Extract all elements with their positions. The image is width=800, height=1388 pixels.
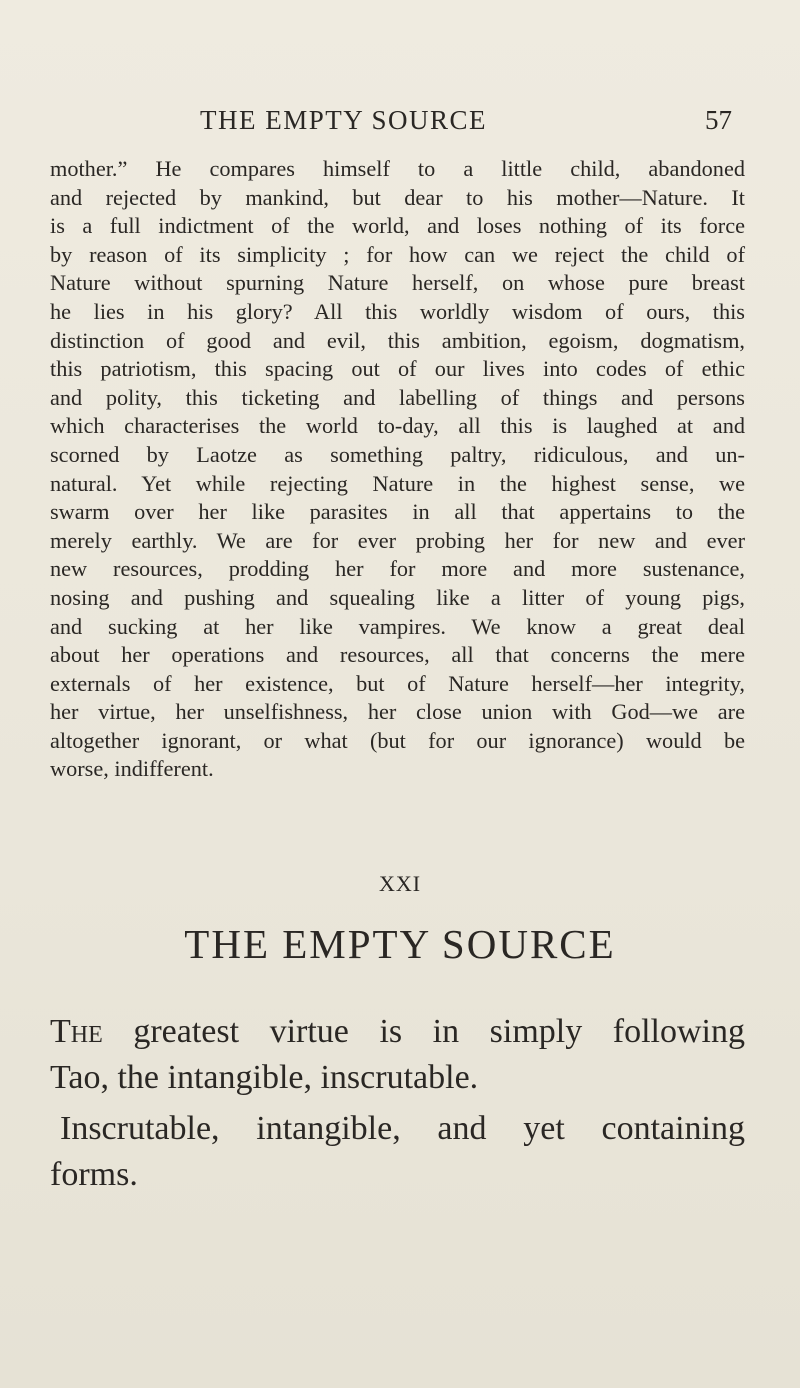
text-line: which characterises the world to-day, all this is laughed at and — [50, 413, 745, 439]
running-head — [0, 101, 800, 141]
verse-line: Inscrutable, intangible, and yet containing — [60, 1110, 745, 1147]
verse-line — [50, 1009, 745, 1055]
text-line: her virtue, her unselfishness, her close union with God—we are — [50, 699, 745, 725]
text-line: and sucking at her like vampires. We know a great deal — [50, 613, 745, 639]
chapter-title: THE EMPTY SOURCE — [184, 921, 616, 967]
text-line: and polity, this ticketing and labelling of things and persons — [50, 384, 745, 410]
verse-line: Tao, the intangible, inscrutable. — [50, 1059, 479, 1096]
text-line: distinction of good and evil, this ambition, egoism, dogmatism, — [50, 327, 745, 353]
verse-line: forms. — [50, 1156, 138, 1193]
text-line: new resources, prodding her for more and more sustenance, — [50, 556, 745, 582]
body-paragraph — [50, 155, 745, 784]
text-line: is a full indictment of the world, and loses nothing of its force — [50, 213, 745, 239]
text-line: natural. Yet while rejecting Nature in the highest sense, we — [50, 470, 745, 496]
text-line: merely earthly. We are for ever probing her for new and ever — [50, 527, 745, 553]
verse-lead-word: The — [50, 1013, 103, 1050]
text-line: Nature without spurning Nature herself, on whose pure breast — [50, 270, 745, 296]
text-line: altogether ignorant, or what (but for our ignorance) would be — [50, 727, 745, 753]
text-line: mother.” He compares himself to a little child, abandoned — [50, 156, 745, 181]
text-line: he lies in his glory? All this worldly wisdom of ours, this — [50, 298, 745, 324]
text-line: externals of her existence, but of Nature herself—her integrity, — [50, 670, 745, 696]
page-number: 57 — [705, 105, 732, 135]
chapter-number: XXI — [378, 871, 422, 896]
verse-line-rest: greatest virtue is in simply following — [102, 1013, 745, 1050]
text-line: by reason of its simplicity ; for how can we reject the child of — [50, 241, 745, 267]
text-line: scorned by Laotze as something paltry, ridiculous, and un- — [50, 441, 745, 467]
text-line: about her operations and resources, all that concerns the mere — [50, 642, 745, 668]
verse — [50, 1009, 745, 1101]
text-line: worse, indifferent. — [50, 756, 214, 782]
text-line: swarm over her like parasites in all that appertains to the — [50, 499, 745, 525]
running-title: THE EMPTY SOURCE — [200, 105, 488, 135]
text-line: this patriotism, this spacing out of our lives into codes of ethic — [50, 356, 745, 382]
text-line: and rejected by mankind, but dear to his mother—Nature. It — [50, 184, 745, 210]
text-line: nosing and pushing and squealing like a litter of young pigs, — [50, 584, 745, 610]
verse — [50, 1106, 745, 1198]
